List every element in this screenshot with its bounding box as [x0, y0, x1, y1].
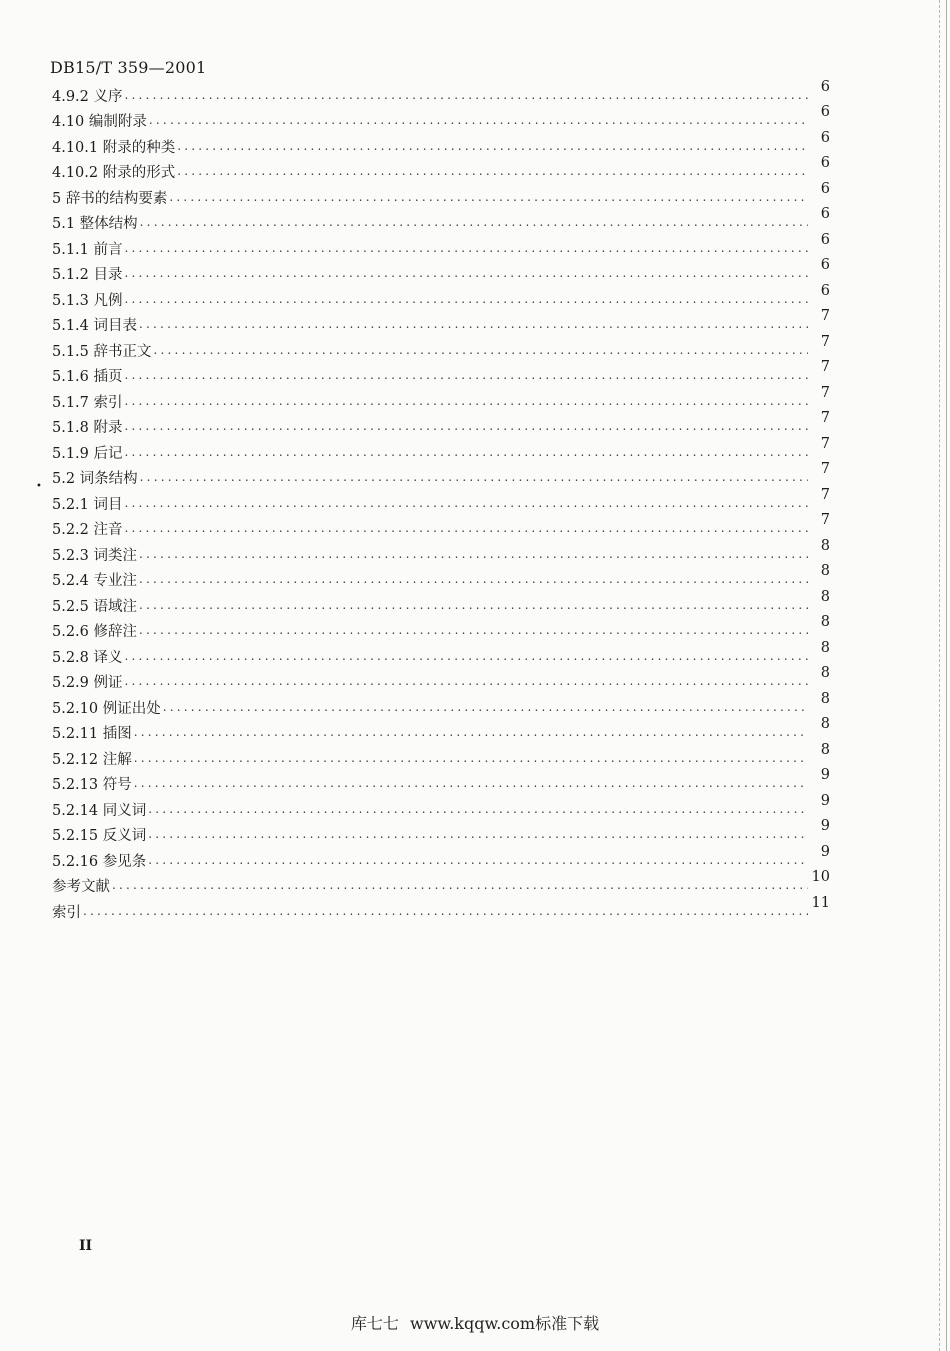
toc-entry-page: 6: [820, 104, 830, 120]
toc-entry[interactable]: [52, 539, 830, 565]
toc-entry-page: 7: [820, 384, 830, 401]
toc-dot-leader: [139, 545, 808, 563]
toc-entry-page: 6: [820, 257, 830, 273]
toc-entry-page: 7: [820, 435, 830, 452]
toc-entry[interactable]: [52, 80, 830, 106]
toc-entry[interactable]: [52, 820, 830, 846]
scan-edge-line: [946, 0, 947, 1351]
toc-entry-label: 4.10 编制附录: [52, 114, 147, 130]
toc-dot-leader: [112, 876, 808, 894]
toc-entry[interactable]: [52, 641, 830, 667]
toc-dot-leader: [148, 800, 808, 818]
toc-entry-label: 参考文献: [52, 879, 110, 895]
toc-entry-label: 5.2 词条结构: [52, 471, 138, 487]
toc-entry-page: 8: [820, 563, 830, 579]
toc-entry[interactable]: [52, 208, 830, 234]
toc-entry[interactable]: [52, 896, 830, 922]
toc-entry[interactable]: [52, 361, 830, 387]
toc-entry-page: 7: [820, 486, 830, 503]
toc-dot-leader: [139, 570, 808, 588]
toc-entry-label: 5.2.4 专业注: [52, 573, 138, 589]
toc-entry-page: 10: [811, 869, 830, 885]
toc-entry-label: 4.9.2 义序: [52, 88, 123, 105]
toc-entry[interactable]: [52, 871, 830, 897]
toc-entry-page: 8: [820, 639, 830, 656]
toc-dot-leader: [134, 749, 808, 767]
toc-entry[interactable]: [52, 794, 830, 820]
toc-entry[interactable]: [52, 616, 830, 642]
toc-dot-leader: [125, 494, 808, 512]
toc-entry[interactable]: [52, 157, 830, 183]
toc-dot-leader: [139, 596, 808, 614]
toc-dot-leader: [154, 341, 808, 359]
toc-entry[interactable]: [52, 412, 830, 438]
toc-entry-page: 11: [811, 894, 830, 911]
toc-entry-label: 5.2.14 同义词: [52, 802, 147, 819]
toc-entry-label: 5.2.9 例证: [52, 675, 123, 691]
toc-entry[interactable]: [52, 845, 830, 871]
toc-dot-leader: [177, 137, 808, 155]
toc-dot-leader: [125, 366, 808, 384]
toc-dot-leader: [125, 86, 808, 104]
toc-entry-label: 5.2.13 符号: [52, 777, 132, 793]
toc-dot-leader: [83, 902, 808, 920]
toc-dot-leader: [148, 825, 808, 843]
toc-entry[interactable]: [52, 233, 830, 259]
toc-entry-label: 5.2.11 插图: [52, 726, 132, 742]
toc-entry-label: 4.10.2 附录的形式: [52, 165, 176, 181]
toc-entry[interactable]: [52, 565, 830, 591]
toc-entry-label: 5.1.9 后记: [52, 445, 123, 462]
toc-dot-leader: [125, 443, 808, 461]
toc-dot-leader: [149, 111, 808, 129]
toc-dot-leader: [140, 213, 808, 231]
table-of-contents: [52, 80, 830, 922]
toc-entry[interactable]: [52, 769, 830, 795]
toc-entry-label: 索引: [52, 904, 81, 921]
toc-entry-page: 6: [820, 282, 830, 299]
toc-entry-page: 7: [820, 512, 830, 528]
toc-entry-label: 5.1.6 插页: [52, 369, 123, 385]
toc-entry-label: 5.1.3 凡例: [52, 292, 123, 309]
toc-entry-label: 5.1.2 目录: [52, 267, 123, 283]
footer-site: 库七七: [350, 1314, 399, 1333]
toc-entry-label: 5.2.15 反义词: [52, 828, 147, 844]
toc-dot-leader: [125, 239, 808, 257]
toc-entry-label: 5.1.5 辞书正文: [52, 343, 152, 360]
toc-entry-label: 5.2.12 注解: [52, 751, 132, 768]
toc-entry-page: 8: [820, 614, 830, 630]
toc-entry-label: 5.2.10 例证出处: [52, 700, 161, 717]
toc-entry-page: 9: [820, 792, 830, 809]
toc-dot-leader: [163, 698, 808, 716]
toc-entry[interactable]: [52, 182, 830, 208]
toc-entry-page: 7: [820, 410, 830, 426]
toc-entry[interactable]: [52, 259, 830, 285]
toc-entry-page: 6: [820, 206, 830, 222]
toc-dot-leader: [125, 672, 808, 690]
toc-dot-leader: [125, 519, 808, 537]
toc-entry[interactable]: [52, 131, 830, 157]
toc-entry-page: 6: [820, 155, 830, 171]
toc-entry-page: 8: [820, 588, 830, 605]
toc-dot-leader: [134, 774, 808, 792]
toc-entry[interactable]: [52, 335, 830, 361]
toc-entry-label: 5.2.5 语域注: [52, 598, 138, 615]
toc-entry[interactable]: [52, 386, 830, 412]
toc-entry-page: 6: [820, 231, 830, 248]
toc-dot-leader: [134, 723, 808, 741]
toc-entry[interactable]: [52, 106, 830, 132]
toc-entry-label: 5.2.2 注音: [52, 522, 123, 538]
toc-entry-label: 5.1.4 词目表: [52, 318, 138, 334]
toc-entry-page: 8: [820, 690, 830, 707]
toc-entry[interactable]: [52, 488, 830, 514]
toc-entry-page: 9: [820, 818, 830, 834]
toc-entry-page: 7: [820, 308, 830, 324]
toc-entry[interactable]: [52, 667, 830, 693]
toc-entry-label: 5.1.7 索引: [52, 394, 123, 411]
toc-dot-leader: [125, 392, 808, 410]
toc-entry-page: 6: [820, 78, 830, 95]
toc-dot-leader: [169, 188, 808, 206]
toc-entry-label: 5.1 整体结构: [52, 216, 138, 232]
toc-entry-label: 5.2.1 词目: [52, 496, 123, 513]
toc-dot-leader: [177, 162, 808, 180]
footer-url[interactable]: www.kqqw.com标准下载: [410, 1314, 600, 1333]
toc-entry[interactable]: [52, 590, 830, 616]
toc-entry-page: 8: [820, 665, 830, 681]
toc-entry[interactable]: [52, 718, 830, 744]
toc-entry-label: 5.2.3 词类注: [52, 547, 138, 564]
stray-dot-mark: •: [36, 481, 42, 492]
toc-entry[interactable]: [52, 463, 830, 489]
scan-edge-line: [939, 0, 940, 1351]
toc-entry-page: 6: [820, 129, 830, 146]
toc-dot-leader: [140, 468, 808, 486]
toc-entry-page: 6: [820, 180, 830, 197]
toc-entry-label: 5.2.16 参见条: [52, 853, 147, 870]
toc-dot-leader: [125, 290, 808, 308]
toc-dot-leader: [125, 417, 808, 435]
toc-entry-label: 5.1.8 附录: [52, 420, 123, 436]
toc-entry-label: 5.2.8 译义: [52, 649, 123, 666]
toc-entry-page: 9: [820, 843, 830, 860]
toc-entry[interactable]: [52, 284, 830, 310]
toc-entry-page: 8: [820, 537, 830, 554]
toc-entry-page: 7: [820, 359, 830, 375]
toc-entry-page: 7: [820, 333, 830, 350]
toc-entry[interactable]: [52, 437, 830, 463]
toc-dot-leader: [148, 851, 808, 869]
toc-entry-page: 8: [820, 716, 830, 732]
page-number: II: [79, 1238, 93, 1254]
footer: [0, 1311, 950, 1334]
toc-entry-label: 5 辞书的结构要素: [52, 190, 168, 207]
toc-entry-page: 7: [820, 461, 830, 477]
toc-entry[interactable]: [52, 310, 830, 336]
toc-entry[interactable]: [52, 692, 830, 718]
toc-entry-label: 5.1.1 前言: [52, 241, 123, 258]
toc-dot-leader: [139, 621, 808, 639]
toc-entry-page: 9: [820, 767, 830, 783]
toc-dot-leader: [125, 647, 808, 665]
toc-dot-leader: [125, 264, 808, 282]
toc-entry[interactable]: [52, 514, 830, 540]
toc-entry-label: 4.10.1 附录的种类: [52, 139, 176, 156]
toc-entry-page: 8: [820, 741, 830, 758]
toc-entry[interactable]: [52, 743, 830, 769]
toc-entry-label: 5.2.6 修辞注: [52, 624, 138, 640]
document-code: DB15/T 359—2001: [50, 58, 207, 77]
toc-dot-leader: [139, 315, 808, 333]
